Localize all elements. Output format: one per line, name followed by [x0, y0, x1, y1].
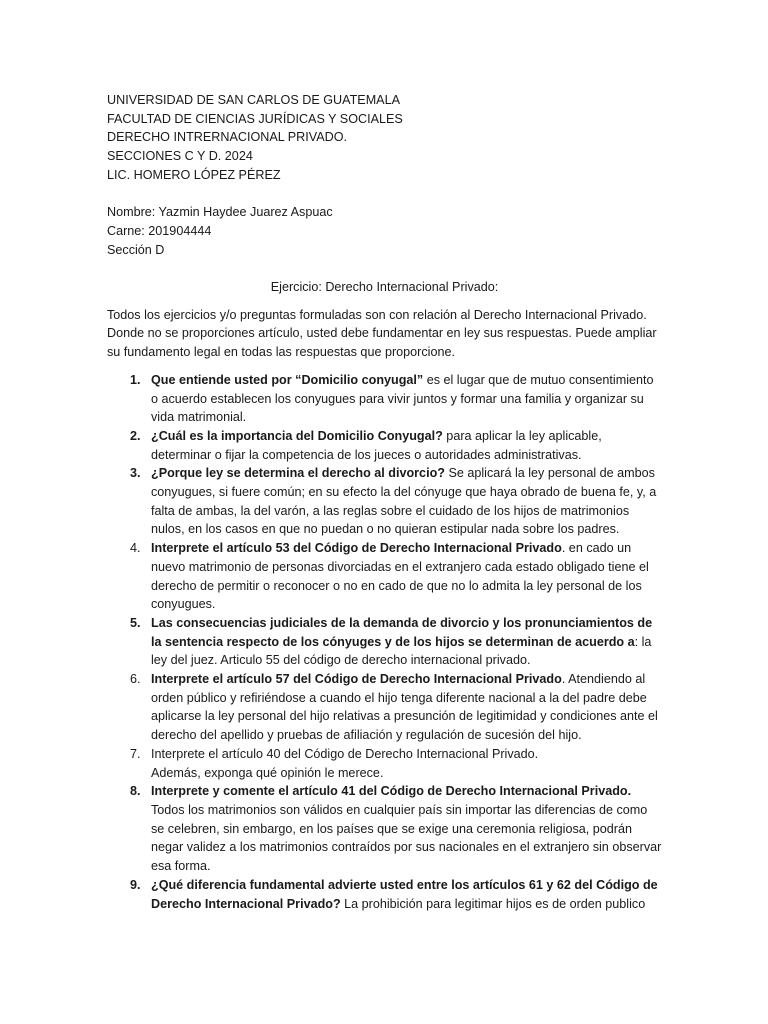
question-number: 5.: [130, 615, 141, 630]
answer-text: La prohibición para legitimar hijos es de orden publico: [340, 896, 646, 911]
question-text: ¿Cuál es la importancia del Domicilio Conyugal?: [151, 428, 443, 443]
question-number: 6.: [130, 672, 141, 687]
faculty-name: FACULTAD DE CIENCIAS JURÍDICAS Y SOCIALES: [107, 111, 403, 126]
question-item: [107, 427, 662, 464]
document-page: [107, 91, 662, 913]
answer-text: Además, exponga qué opinión le merece.: [151, 765, 384, 780]
question-number: 2.: [130, 428, 141, 443]
question-text: Interprete y comente el artículo 41 del Código de Derecho Internacional Privado.: [151, 784, 632, 799]
student-name: Nombre: Yazmin Haydee Juarez Aspuac: [107, 205, 333, 220]
question-item: [107, 670, 662, 745]
student-info: [107, 203, 662, 259]
answer-text: : la ley del juez. Articulo 55 del código de derecho internacional privado.: [151, 634, 652, 668]
question-number: 9.: [130, 877, 141, 892]
document-header: [107, 91, 662, 185]
question-list: [107, 371, 662, 913]
question-number: 3.: [130, 466, 141, 481]
question-text: Que entiende usted por “Domicilio conyugal”: [151, 372, 424, 387]
question-text: Las consecuencias judiciales de la demanda de divorcio y los pronunciamientos de la sentencia respecto de los cónyuges y de los hijos se determinan de acuerdo a: [151, 615, 653, 649]
answer-text: es el lugar que de mutuo consentimiento o acuerdo establecen los conyugues para vivir juntos y formar una familia y organizar su vida matrimonial.: [151, 372, 654, 425]
university-name: UNIVERSIDAD DE SAN CARLOS DE GUATEMALA: [107, 93, 400, 107]
answer-text: para aplicar la ley aplicable, determinar o fijar la competencia de los jueces o autoridades administrativas.: [151, 428, 602, 462]
question-number: 8.: [130, 784, 141, 799]
question-text: ¿Porque ley se determina el derecho al divorcio?: [151, 466, 445, 481]
question-number: 4.: [130, 541, 141, 556]
question-text: Interprete el artículo 40 del Código de Derecho Internacional Privado.: [151, 746, 539, 761]
intro-paragraph: Todos los ejercicios y/o preguntas formuladas son con relación al Derecho Internacional Privado. Donde no se proporciones artículo, usted debe fundamentar en ley sus respuestas. Puede ampliar su fundamento legal en todas las respuestas que proporcione.: [107, 307, 657, 360]
question-text: Interprete el artículo 53 del Código de Derecho Internacional Privado: [151, 541, 562, 556]
student-carne: Carne: 201904444: [107, 223, 212, 238]
answer-text: . en cado un nuevo matrimonio de personas divorciadas en el extranjero cada estado obligado tiene el derecho de permitir o reconocer o no en cado de que no lo admita la ley personal de los conyugues.: [151, 541, 649, 612]
professor-name: LIC. HOMERO LÓPEZ PÉREZ: [107, 167, 281, 182]
question-number: 1.: [130, 372, 141, 387]
sections-year: SECCIONES C Y D. 2024: [107, 149, 253, 164]
question-item: [107, 539, 662, 614]
question-number: 7.: [130, 746, 141, 761]
answer-text: Todos los matrimonios son válidos en cualquier país sin importar las diferencias de como se celebren, sin embargo, en los países que se exige una ceremonia religiosa, podrán negar validez a los matrimonios contraídos por sus nacionales en el extranjero sin observar esa forma.: [151, 802, 662, 874]
question-text: Interprete el artículo 57 del Código de Derecho Internacional Privado: [151, 672, 562, 687]
question-item: [107, 614, 662, 670]
question-item: [107, 782, 662, 876]
answer-text: . Atendiendo al orden público y refiriéndose a cuando el hijo tenga diferente nacional a la del padre debe aplicarse la ley personal del hijo relativas a presunción de legitimidad y condiciones ante el derecho del apellido y pruebas de afiliación y regulación de sucesión del hijo.: [151, 672, 658, 743]
answer-text: Se aplicará la ley personal de ambos conyugues, si fuere común; en su efecto la del cónyuge que haya obrado de buena fe, y, a falta de ambas, la del varón, a las reglas sobre el cuidado de los hijos de matrimonios nulos, en los casos en que no puedan o no quieran estipular nada sobre los padres.: [151, 466, 657, 537]
question-item: [107, 464, 662, 539]
student-section: Sección D: [107, 242, 165, 257]
question-text: ¿Qué diferencia fundamental advierte usted entre los artículos 61 y 62 del Código de Derecho Internacional Privado?: [151, 877, 658, 911]
exercise-title: Ejercicio: Derecho Internacional Privado:: [270, 280, 499, 294]
question-item: [107, 876, 662, 913]
course-name: DERECHO INTRERNACIONAL PRIVADO.: [107, 130, 348, 145]
question-item: [107, 371, 662, 427]
question-item: [107, 745, 662, 782]
